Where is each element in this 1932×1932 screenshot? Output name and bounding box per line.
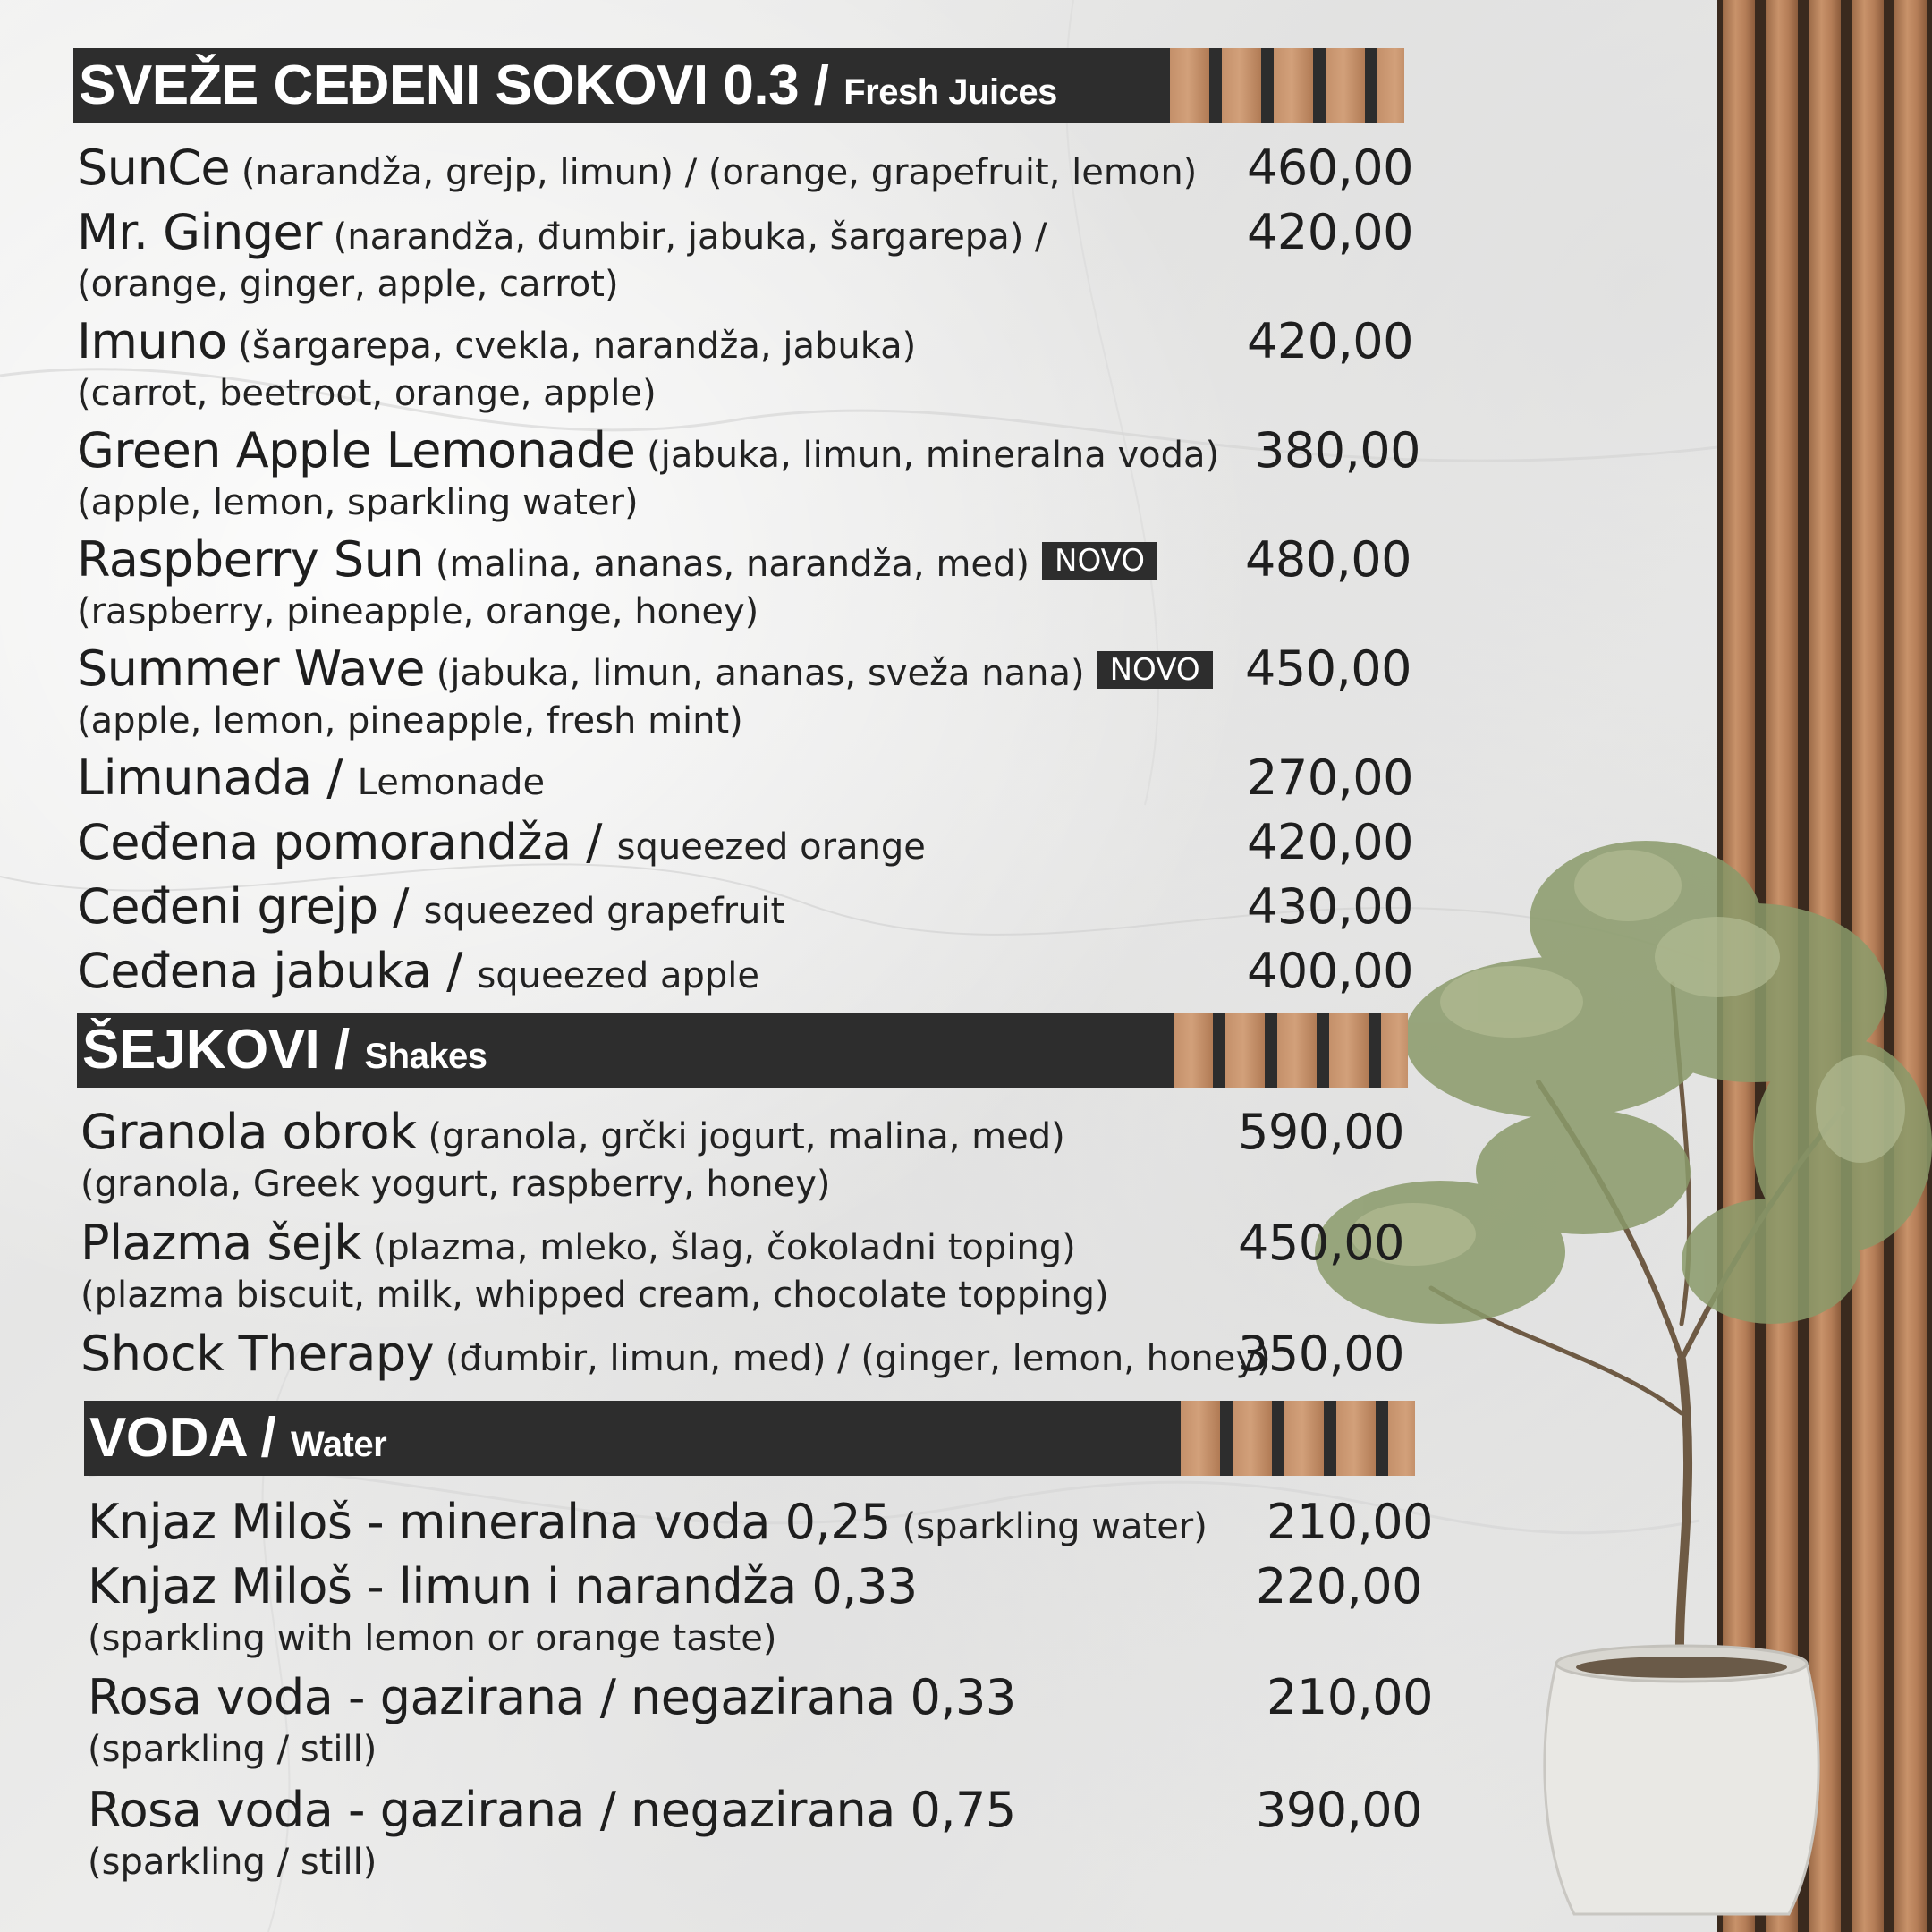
section-header-wood-decoration xyxy=(1172,1401,1415,1476)
menu-item-price: 270,00 xyxy=(1247,750,1413,806)
menu-item-price: 390,00 xyxy=(1256,1782,1422,1838)
section-header-wood-decoration xyxy=(1165,1013,1408,1088)
menu-item: Ceđena jabuka / squeezed apple xyxy=(77,943,759,999)
menu-item-price: 460,00 xyxy=(1247,140,1413,196)
menu-item: Knjaz Miloš - limun i narandža 0,33 (sparkling with lemon or orange taste) xyxy=(88,1558,918,1659)
menu-item-price: 430,00 xyxy=(1247,878,1413,935)
section-header-shakes xyxy=(77,1013,1408,1088)
menu-item: Summer Wave (jabuka, limun, ananas, sveža nana) NOVO (apple, lemon, pineapple, fresh mint) xyxy=(77,640,1213,741)
new-badge: NOVO xyxy=(1097,651,1213,689)
menu-item: Ceđena pomorandža / squeezed orange xyxy=(77,814,926,870)
menu-item: Limunada / Lemonade xyxy=(77,750,546,806)
menu-item: Shock Therapy (đumbir, limun, med) / (ginger, lemon, honey) xyxy=(80,1326,1271,1382)
menu-item-price: 210,00 xyxy=(1267,1669,1433,1725)
section-title: VODA / Water xyxy=(89,1407,387,1469)
menu-item-price: 220,00 xyxy=(1256,1558,1422,1614)
menu-item-price: 450,00 xyxy=(1238,1215,1404,1271)
menu-item: Rosa voda - gazirana / negazirana 0,75 (sparkling / still) xyxy=(88,1782,1016,1883)
section-header-water xyxy=(84,1401,1415,1476)
menu-item-price: 210,00 xyxy=(1267,1494,1433,1550)
menu-item: Mr. Ginger (narandža, đumbir, jabuka, šargarepa) / (orange, ginger, apple, carrot) xyxy=(77,204,1047,305)
menu-item: Granola obrok (granola, grčki jogurt, malina, med) (granola, Greek yogurt, raspberry, honey) xyxy=(80,1104,1065,1205)
section-title: ŠEJKOVI / Shakes xyxy=(82,1019,487,1080)
new-badge: NOVO xyxy=(1042,542,1157,580)
menu-item-price: 380,00 xyxy=(1254,422,1420,479)
menu-item: Knjaz Miloš - mineralna voda 0,25 (sparkling water) xyxy=(88,1494,1208,1550)
menu-item: Rosa voda - gazirana / negazirana 0,33 (sparkling / still) xyxy=(88,1669,1016,1770)
menu-item: SunCe (narandža, grejp, limun) / (orange, grapefruit, lemon) xyxy=(77,140,1198,196)
menu-item: Green Apple Lemonade (jabuka, limun, mineralna voda) (apple, lemon, sparkling water) xyxy=(77,422,1220,523)
menu-item-price: 420,00 xyxy=(1247,814,1413,870)
menu-item-price: 420,00 xyxy=(1247,313,1413,369)
menu-item-price: 400,00 xyxy=(1247,943,1413,999)
section-title: SVEŽE CEĐENI SOKOVI 0.3 / Fresh Juices xyxy=(79,55,1057,116)
menu-item: Imuno (šargarepa, cvekla, narandža, jabuka) (carrot, beetroot, orange, apple) xyxy=(77,313,917,414)
menu-item-price: 420,00 xyxy=(1247,204,1413,260)
menu-item: Ceđeni grejp / squeezed grapefruit xyxy=(77,878,785,935)
section-header-juices xyxy=(73,48,1404,123)
menu-item-price: 590,00 xyxy=(1238,1104,1404,1160)
section-header-wood-decoration xyxy=(1161,48,1404,123)
menu-item-price: 480,00 xyxy=(1245,531,1411,588)
menu-item: Plazma šejk (plazma, mleko, šlag, čokoladni toping) (plazma biscuit, milk, whipped cream, chocolate topping) xyxy=(80,1215,1109,1316)
menu-item: Raspberry Sun (malina, ananas, narandža, med) NOVO (raspberry, pineapple, orange, honey) xyxy=(77,531,1157,632)
menu-item-price: 450,00 xyxy=(1245,640,1411,697)
menu-item-price: 350,00 xyxy=(1238,1326,1404,1382)
